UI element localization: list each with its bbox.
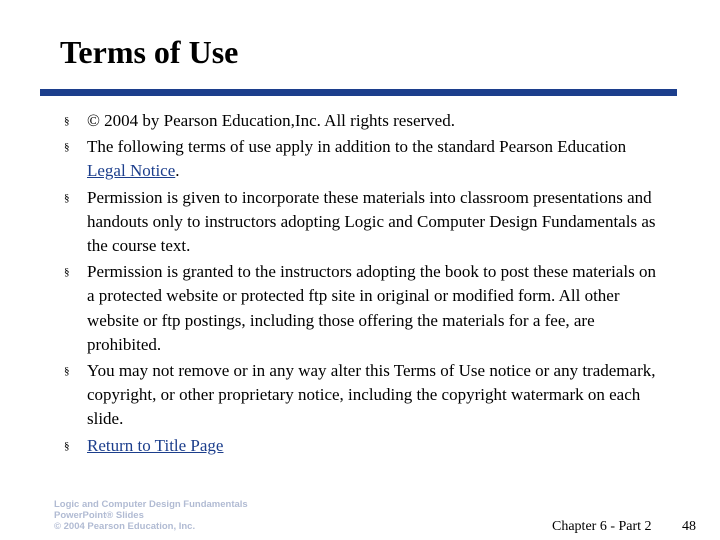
bullet-text-end: .	[175, 161, 180, 181]
bullet-text: Permission is given to incorporate these materials into classroom presentations and handouts only to instructors adopting Logic and Computer Design Fundamentals as the course text.	[87, 187, 656, 256]
bullet-return	[64, 434, 664, 458]
logo-line-slides: PowerPoint® Slides	[54, 510, 144, 521]
terms-bullet-list	[64, 109, 664, 458]
bullet-text: © 2004 by Pearson Education,Inc. All rights reserved.	[87, 111, 455, 130]
bullet-icon: §	[64, 141, 70, 154]
bullet-text: The following terms of use apply in addition to the standard Pearson Education	[87, 137, 627, 157]
bullet-text: You may not remove or in any way alter this Terms of Use notice or any trademark, copyright, or other proprietary notice, including the copyright watermark on each slide.	[87, 361, 656, 429]
bullet-icon: §	[64, 439, 70, 452]
bullet-permission-granted	[64, 260, 664, 357]
return-to-title-page-link[interactable]: Return to Title Page	[87, 435, 224, 455]
bullet-no-removal	[64, 359, 664, 432]
bullet-icon: §	[64, 115, 70, 127]
bullet-permission-given	[64, 186, 664, 259]
page-number: 48	[682, 519, 696, 534]
bullet-text: Permission is granted to the instructors adopting the book to post these materials on a protected website or protected ftp site in original or modified form. All other website or ftp postings, including those offering the materials for a fee, are prohibited.	[87, 262, 656, 354]
bullet-icon: §	[64, 365, 70, 378]
footer-chapter: Chapter 6 - Part 2	[552, 519, 652, 534]
title-rule	[40, 89, 677, 96]
publisher-logo	[54, 499, 248, 532]
logo-line-book: Logic and Computer Design Fundamentals	[54, 499, 248, 510]
bullet-icon: §	[64, 191, 70, 204]
bullet-terms-apply	[64, 135, 664, 183]
slide-title: Terms of Use	[60, 34, 239, 70]
logo-line-copyright: © 2004 Pearson Education, Inc.	[54, 521, 196, 532]
legal-notice-link[interactable]: Legal Notice	[87, 161, 176, 181]
bullet-copyright	[64, 109, 664, 133]
bullet-icon: §	[64, 266, 70, 279]
